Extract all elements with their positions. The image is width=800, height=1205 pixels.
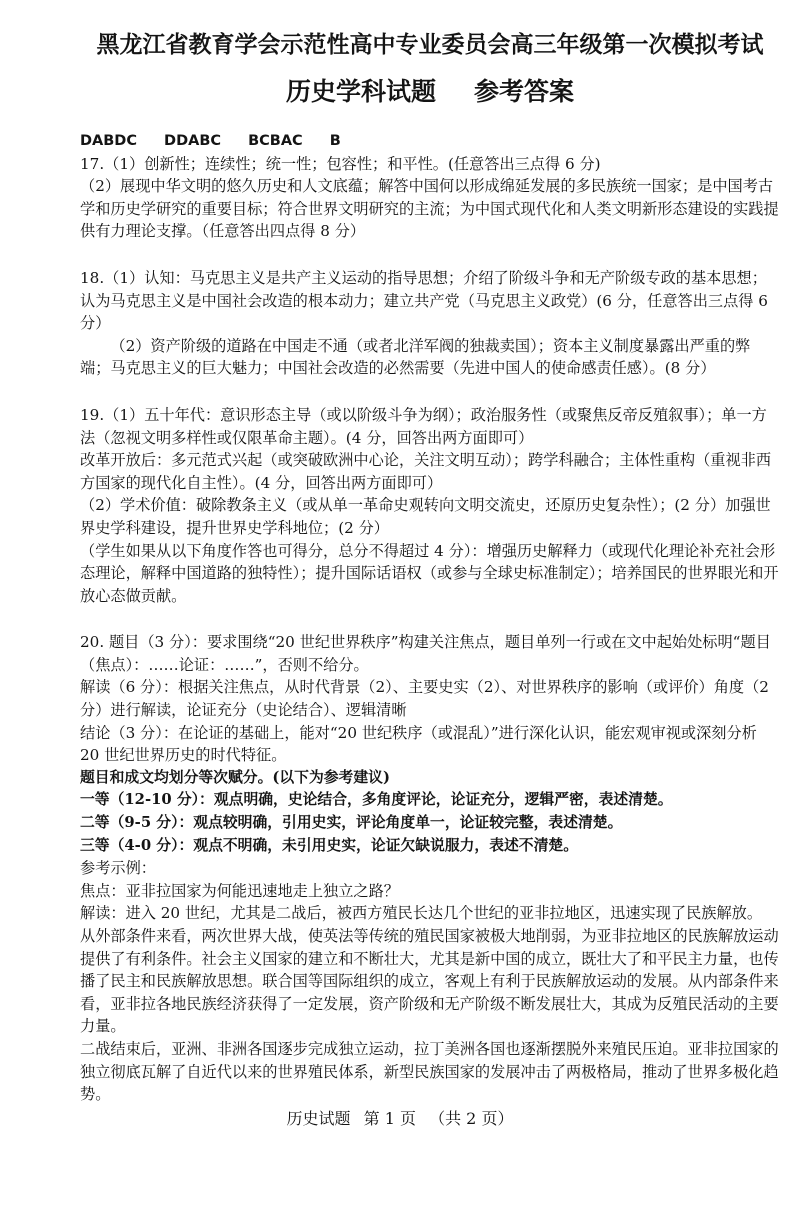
- answer-content: [80, 130, 780, 1106]
- q20-level-2: 二等（9-5 分）：观点较明确，引用史实，评论角度单一，论证较完整，表述清楚。: [80, 814, 623, 832]
- q20-example-postwar: 二战结束后，亚洲、非洲各国逐步完成独立运动，拉丁美洲各国也逐渐摆脱外来殖民压迫。亚非拉国家的独立彻底瓦解了自近代以来的世界殖民体系，新型民族国家的发展冲击了两极格局，推动了世界多极化趋势。: [80, 1039, 779, 1104]
- exam-title: 黑龙江省教育学会示范性高中专业委员会高三年级第一次模拟考试: [96, 31, 764, 58]
- multiple-choice-answers: DABDC DDABC BCBAC B: [80, 133, 341, 149]
- q20-level-3: 三等（4-0 分）：观点不明确，未引用史实，论证欠缺说服力，表述不清楚。: [80, 836, 578, 854]
- q20-example-external-internal: 从外部条件来看，两次世界大战，使英法等传统的殖民国家被极大地削弱，为亚非拉地区的民族解放运动提供了有利条件。社会主义国家的建立和不断壮大，尤其是新中国的成立，既壮大了和平民主力量，也传播了民主和民族解放思想。联合国等国际组织的成立，客观上有利于民族解放运动的发展。从内部条件来看，亚非拉各地民族经济获得了一定发展，资产阶级和无产阶级不断发展壮大，其成为反殖民活动的主要力量。: [80, 927, 779, 1036]
- q20-example-label: 参考示例：: [80, 859, 156, 878]
- q20-level-1: 一等（12-10 分）：观点明确，史论结合，多角度评论，论证充分，逻辑严密，表述清楚。: [80, 791, 673, 809]
- exam-subtitle: [80, 76, 780, 108]
- footer-total-pages: （共 2 页）: [429, 1109, 514, 1128]
- q20-interpretation-criteria: 解读（6 分）：根据关注焦点，从时代背景（2）、主要史实（2）、对世界秩序的影响（或评价）角度（2 分）进行解读，论证充分（史论结合）、逻辑清晰: [80, 678, 769, 720]
- q20-title-criteria: 20. 题目（3 分）：要求围绕“20 世纪世界秩序”构建关注焦点，题目单列一行或在文中起始处标明“题目（焦点）：……论证：……”，否则不给分。: [80, 633, 771, 674]
- q18-part2: （2）资产阶级的道路在中国走不通（或者北洋军阀的独裁卖国）；资本主义制度暴露出严重的弊端；马克思主义的巨大魅力；中国社会改造的必然需要（先进中国人的使命感责任感）。(8 分）: [80, 336, 751, 378]
- page-footer: [0, 1106, 800, 1129]
- q20-example-focus: 焦点：亚非拉国家为何能迅速地走上独立之路？: [80, 881, 399, 900]
- q18-part1: 18.（1）认知：马克思主义是共产主义运动的指导思想；介绍了阶级斗争和无产阶级专政的基本思想；认为马克思主义是中国社会改造的根本动力；建立共产党（马克思主义政党）(6 分，任意答出三点得 6 分）: [80, 268, 768, 333]
- answer-key-label: 参考答案: [474, 77, 575, 106]
- q17-part1: 17.（1）创新性；连续性；统一性；包容性；和平性。(任意答出三点得 6 分): [80, 154, 601, 173]
- q20-example-interpretation: 解读：进入 20 世纪，尤其是二战后，被西方殖民长达几个世纪的亚非拉地区，迅速实现了民族解放。: [80, 904, 763, 923]
- footer-subject: 历史试题: [286, 1109, 351, 1128]
- q19-extra-credit: （学生如果从以下角度作答也可得分，总分不得超过 4 分）：增强历史解释力（或现代化理论补充社会形态理论，解释中国道路的独特性）；提升国际话语权（或参与全球史标准制定）；培养国民的世界眼光和开放心态做贡献。: [80, 541, 779, 605]
- footer-page-number: 第 1 页: [363, 1109, 416, 1128]
- subject-label: 历史学科试题: [285, 77, 436, 106]
- q20-conclusion-criteria: 结论（3 分）：在论证的基础上，能对“20 世纪秩序（或混乱）”进行深化认识，能宏观审视或深刻分析 20 世纪世界历史的时代特征。: [80, 723, 757, 765]
- q17-part2: （2）展现中华文明的悠久历史和人文底蕴；解答中国何以形成绵延发展的多民族统一国家；是中国考古学和历史学研究的重要目标；符合世界文明研究的主流；为中国式现代化和人类文明新形态建设的实践提供有力理论支撑。（任意答出四点得 8 分）: [80, 177, 779, 241]
- q19-reform-era: 改革开放后：多元范式兴起（或突破欧洲中心论，关注文明互动）；跨学科融合；主体性重构（重视非西方国家的现代化自主性）。(4 分，回答出两方面即可）: [80, 451, 772, 492]
- q20-grading-note: 题目和成文均划分等次赋分。(以下为参考建议): [80, 768, 390, 786]
- q19-part1: 19.（1）五十年代：意识形态主导（或以阶级斗争为纲）；政治服务性（或聚焦反帝反殖叙事）；单一方法（忽视文明多样性或仅限革命主题）。(4 分，回答出两方面即可）: [80, 405, 767, 447]
- q19-part2: （2）学术价值：破除教条主义（或从单一革命史观转向文明交流史，还原历史复杂性）；(2 分）加强世界史学科建设，提升世界史学科地位；(2 分）: [80, 496, 771, 537]
